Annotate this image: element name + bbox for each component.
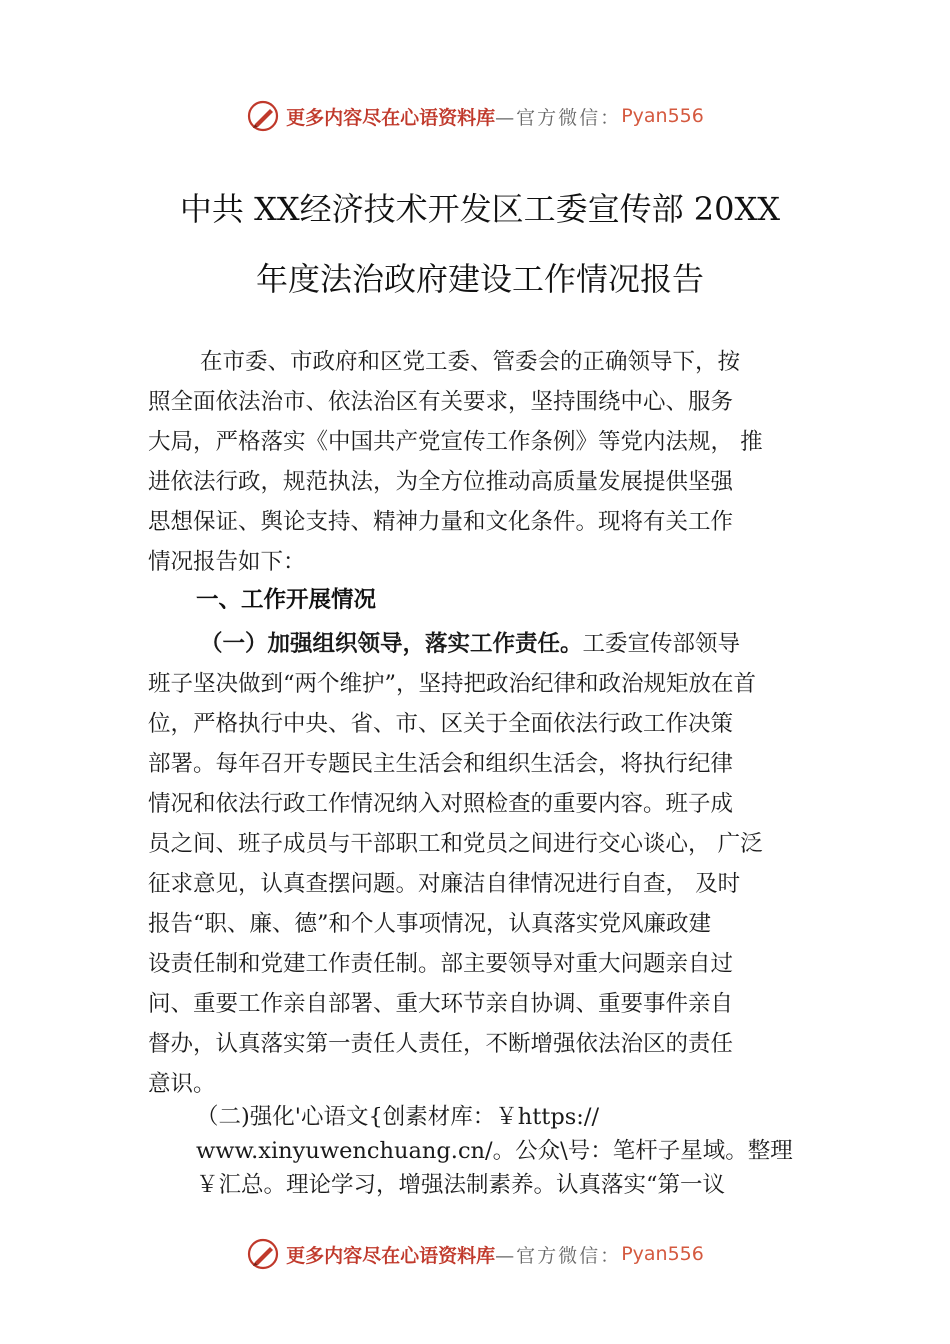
text-line: 员之间、班子成员与干部职工和党员之间进行交心谈心， 广泛 — [148, 831, 763, 857]
text-line: ￥汇总。理论学习，增强法制素养。认真落实“第一议 — [196, 1172, 726, 1198]
top-watermark-banner — [0, 96, 950, 136]
subsection-1-lead: （一）加强组织领导，落实工作责任。 — [200, 631, 583, 657]
text-line: （二)强化'心语文{创素材库：￥https:// — [196, 1104, 600, 1130]
subsection-1-first-rest: 工委宣传部领导 — [582, 631, 741, 657]
subsection-2-paragraph — [196, 1100, 836, 1202]
text-line: 照全面依法治市、依法治区有关要求，坚持围绕中心、服务 — [148, 389, 734, 415]
watermark-account: Pyan556 — [621, 1243, 704, 1265]
text-line: 大局，严格落实《中国共产党宣传工作条例》等党内法规， 推 — [148, 429, 763, 455]
text-line: 部署。每年召开专题民主生活会和组织生活会，将执行纪律 — [148, 751, 734, 777]
watermark-middle: —官方微信： — [495, 106, 622, 129]
watermark-prefix: 更多内容尽在心语资料库 — [286, 1244, 496, 1267]
text-line: 进依法行政，规范执法，为全方位推动高质量发展提供坚强 — [148, 469, 734, 495]
text-line: 情况报告如下： — [148, 549, 306, 575]
document-title-line1: 中共 XX经济技术开发区工委宣传部 20XX — [179, 190, 781, 228]
watermark-account: Pyan556 — [621, 105, 704, 127]
text-line: 征求意见，认真查摆问题。对廉洁自律情况进行自查， 及时 — [148, 871, 741, 897]
intro-paragraph — [148, 342, 828, 582]
text-line — [148, 624, 828, 664]
text-line: 在市委、市政府和区党工委、管委会的正确领导下，按 — [200, 349, 741, 375]
text-line: www.xinyuwenchuang.cn/。公众\号：笔杆子星域。整理 — [196, 1138, 793, 1164]
subsection-1-paragraph — [148, 624, 828, 1104]
text-line: 班子坚决做到“两个维护”，坚持把政治纪律和政治规矩放在首 — [148, 671, 757, 697]
text-line: 情况和依法行政工作情况纳入对照检查的重要内容。班子成 — [148, 791, 734, 817]
watermark-middle: —官方微信： — [495, 1244, 622, 1267]
bottom-watermark-banner — [0, 1234, 950, 1274]
section-heading: 一、工作开展情况 — [196, 587, 377, 613]
pen-logo-icon — [246, 99, 280, 133]
text-line: 思想保证、舆论支持、精神力量和文化条件。现将有关工作 — [148, 509, 734, 535]
document-title-line2: 年度法治政府建设工作情况报告 — [255, 260, 704, 298]
text-line: 意识。 — [148, 1071, 216, 1097]
text-line: 位，严格执行中央、省、市、区关于全面依法行政工作决策 — [148, 711, 734, 737]
pen-logo-icon — [246, 1237, 280, 1271]
text-line: 督办，认真落实第一责任人责任，不断增强依法治区的责任 — [148, 1031, 734, 1057]
text-line: 问、重要工作亲自部署、重大环节亲自协调、重要事件亲自 — [148, 991, 734, 1017]
text-line: 报告“职、廉、德”和个人事项情况，认真落实党风廉政建 — [148, 911, 712, 937]
text-line: 设责任制和党建工作责任制。部主要领导对重大问题亲自过 — [148, 951, 734, 977]
watermark-prefix: 更多内容尽在心语资料库 — [286, 106, 496, 129]
